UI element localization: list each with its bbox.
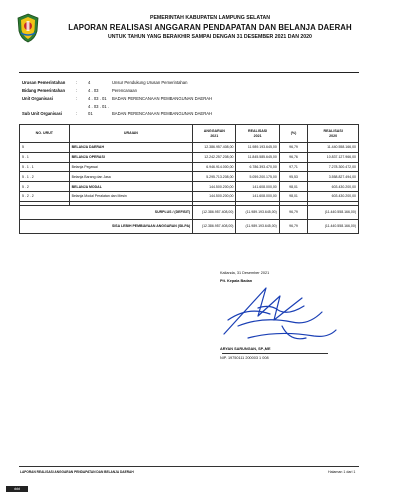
table-row [20,172,359,182]
row-code: 5 . 1 . 2 [20,172,70,182]
meta-sub-unit-organisasi: Sub Unit Organisasi :4 . 03 . 01 . 01 BADAN PERENCANAAN PEMBANGUNAN DAERAH [22,104,213,116]
row-anggaran: 12.386.957.408,00 [193,143,236,153]
surplus-realisasi-prev: (11.440.558.166,00) [308,205,359,219]
col-realisasi: REALISASI 2021 [236,125,279,143]
row-percent: 96,76 [279,152,308,162]
meta-urusan: Urusan Pemerintahan : 4 Unsur Pendukung Urusan Pemerintahan [22,80,188,85]
meta-bidang: Bidang Pemerintahan : 4 . 03 Perencanaan [22,88,137,93]
row-anggaran: 144.500.200,00 [193,191,236,201]
surplus-label: SURPLUS / (DEFISIT) [20,205,193,219]
row-description: Belanja Pegawai [69,162,193,172]
document-code: ddd [6,486,28,492]
row-realisasi-prev: 603.430.200,00 [308,191,359,201]
row-description: BELANJA MODAL [69,182,193,192]
table-row [20,182,359,192]
silpa-realisasi: (11.989.193.645,00) [236,219,279,233]
col-realisasi-prev: REALISASI 2020 [308,125,359,143]
row-percent: 98,01 [279,191,308,201]
header-divider [19,72,359,73]
col-uraian: URAIAN [69,125,193,143]
signature-place-date: Kalianda, 31 Desember 2021 [220,271,270,275]
col-persen: (%) [279,125,308,143]
row-code: 5 . 2 [20,182,70,192]
surplus-anggaran: (12.386.957.408,00) [193,205,236,219]
meta-unit-organisasi: Unit Organisasi : 4 . 03 . 01 BADAN PERENCANAAN PEMBANGUNAN DAERAH [22,96,213,101]
footer-divider [19,466,359,467]
table-row [20,152,359,162]
row-description: Belanja Modal Peralatan dan Mesin [69,191,193,201]
row-anggaran: 6.946.914.000,00 [193,162,236,172]
row-percent: 97,71 [279,162,308,172]
row-realisasi: 141.608.000,00 [236,191,279,201]
col-anggaran: ANGGARAN 2021 [193,125,236,143]
report-period: UNTUK TAHUN YANG BERAKHIR SAMPAI DENGAN 31 DESEMBER 2021 DAN 2020 [108,34,312,40]
footer-report-name: LAPORAN REALISASI ANGGARAN PENDAPATAN DAN BELANJA DAERAH [20,470,134,474]
budget-table [19,124,359,234]
row-code: 5 . 1 [20,152,70,162]
row-description: BELANJA DAERAH [69,143,193,153]
row-realisasi: 11.845.585.645,00 [236,152,279,162]
surplus-row [20,205,359,219]
col-no-urut: NO. URUT [20,125,70,143]
signatory-name: ARYAN SARUNGAN, SP.,ME [220,347,271,351]
row-realisasi: 6.786.393.470,00 [236,162,279,172]
row-realisasi: 11.989.193.645,00 [236,143,279,153]
surplus-realisasi: (11.989.193.645,00) [236,205,279,219]
silpa-row [20,219,359,233]
report-title: LAPORAN REALISASI ANGGARAN PENDAPATAN DAN BELANJA DAERAH [68,23,352,32]
handwritten-signature [218,286,338,346]
row-realisasi-prev: 11.440.558.166,00 [308,143,359,153]
row-percent: 98,01 [279,182,308,192]
surplus-percent: 96,79 [279,205,308,219]
row-code: 5 [20,143,70,153]
row-percent: 96,79 [279,143,308,153]
row-description: Belanja Barang dan Jasa [69,172,193,182]
silpa-percent: 96,79 [279,219,308,233]
silpa-realisasi-prev: (11.440.558.166,00) [308,219,359,233]
row-percent: 95,53 [279,172,308,182]
signatory-nip: NIP. 19750111 200003 1 008 [220,356,269,360]
row-description: BELANJA OPERASI [69,152,193,162]
row-anggaran: 5.295.713.208,00 [193,172,236,182]
table-header-row [20,125,359,143]
table-row [20,143,359,153]
row-realisasi-prev: 7.278.300.472,00 [308,162,359,172]
table-row [20,191,359,201]
signatory-underline [222,353,328,354]
row-code: 5 . 2 . 2 [20,191,70,201]
row-anggaran: 12.242.257.208,00 [193,152,236,162]
table-row [20,162,359,172]
regency-emblem-icon [17,13,39,43]
row-anggaran: 144.500.200,00 [193,182,236,192]
signature-office: Plt. Kepala Badan [220,279,253,283]
silpa-label: SISA LEBIH PEMBIAYAAN ANGGARAN (SILPA) [20,219,193,233]
row-realisasi-prev: 603.430.200,00 [308,182,359,192]
silpa-anggaran: (12.386.957.408,00) [193,219,236,233]
page-number: Halaman 1 dari 1 [328,470,356,474]
row-realisasi-prev: 10.837.127.966,00 [308,152,359,162]
government-name: PEMERINTAH KABUPATEN LAMPUNG SELATAN [150,15,270,21]
row-realisasi: 5.059.200.175,00 [236,172,279,182]
row-code: 5 . 1 . 1 [20,162,70,172]
row-realisasi-prev: 3.558.827.494,00 [308,172,359,182]
row-realisasi: 141.608.000,00 [236,182,279,192]
